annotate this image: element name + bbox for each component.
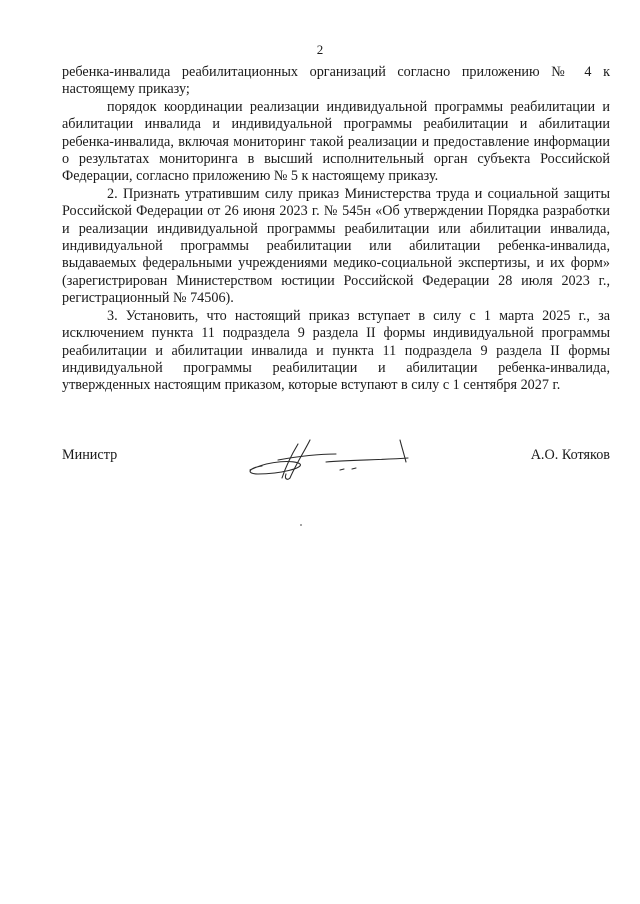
paragraph-coordination-order: порядок координации реализации индивидуальной программы реабилитации и абилитации инвалида и индивидуальной программы реабилитации и абилитации ребенка-инвалида, включая мониторинг такой реализации и предоставление информации о результатах мониторинга в высший исполнительный орган субъекта Российской Федерации, согласно приложению № 5 к настоящему приказу. bbox=[62, 98, 610, 185]
paragraph-item-3: 3. Установить, что настоящий приказ вступает в силу с 1 марта 2025 г., за исключением пункта 11 подраздела 9 раздела II формы индивидуальной программы реабилитации и абилитации инвалида и пункта 11 подраздела 9 раздела II формы индивидуальной программы реабилитации и абилитации ребенка-инвалида, утвержденных настоящим приказом, которые вступают в силу с 1 сентября 2027 г. bbox=[62, 307, 610, 394]
signer-title: Министр bbox=[62, 447, 118, 463]
document-body bbox=[62, 64, 610, 395]
page-number: 2 bbox=[316, 42, 324, 57]
paragraph-continuation: ребенка-инвалида реабилитационных организаций согласно приложению № 4 к настоящему приказу; bbox=[62, 64, 610, 98]
scan-speck bbox=[300, 524, 302, 526]
handwritten-signature bbox=[240, 434, 430, 484]
paragraph-item-2: 2. Признать утратившим силу приказ Министерства труда и социальной защиты Российской Федерации от 26 июня 2023 г. № 545н «Об утверждении Порядка разработки и реализации индивидуальной программы реабилитации или абилитации инвалида, индивидуальной программы реабилитации или абилитации ребенка-инвалида, выдаваемых федеральными учреждениями медико-социальной экспертизы, и их форм» (зарегистрирован Министерством юстиции Российской Федерации 28 июля 2023 г., регистрационный № 74506). bbox=[62, 185, 610, 307]
signer-name: А.О. Котяков bbox=[530, 447, 610, 463]
